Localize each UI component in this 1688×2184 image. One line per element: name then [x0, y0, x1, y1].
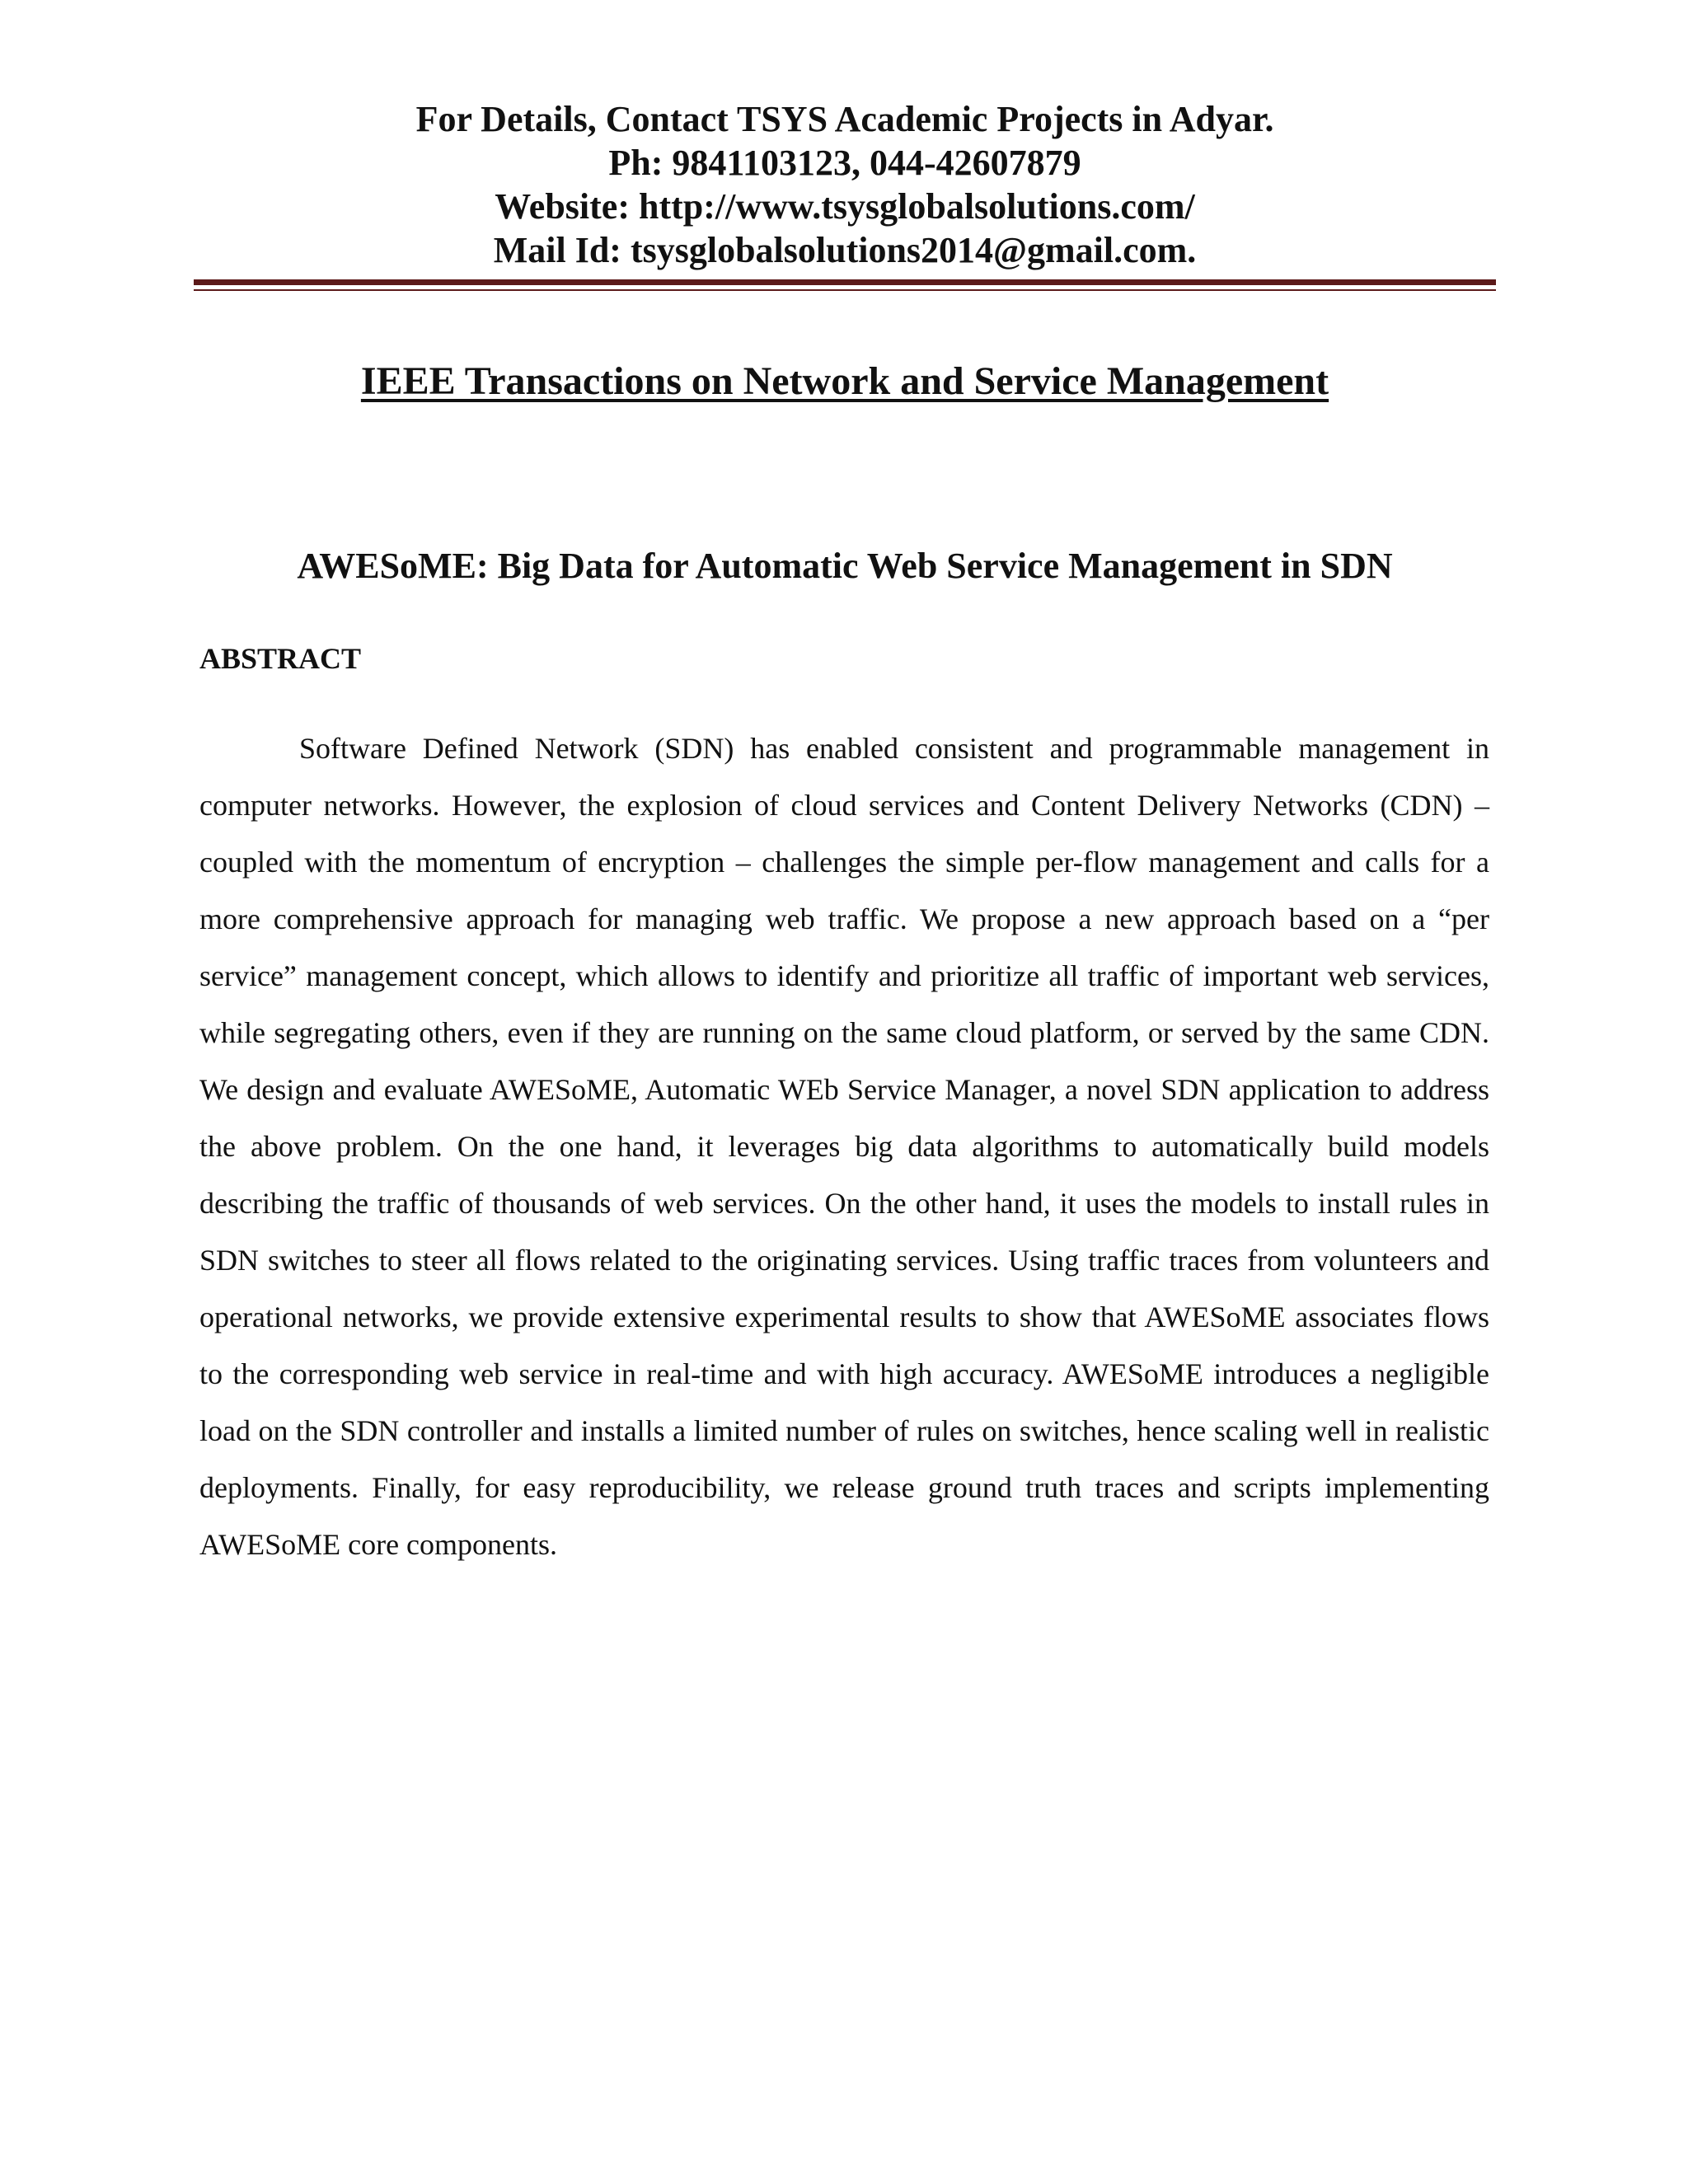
abstract-body: Software Defined Network (SDN) has enabled consistent and programmable management in computer networks. However, the explosion of cloud services and Content Delivery Networks (CDN) – coupled with the momentum of encryption – challenges the simple per-flow management and calls for a more comprehensive approach for managing web traffic. We propose a new approach based on a “per service” management concept, which allows to identify and prioritize all traffic of important web services, while segregating others, even if they are running on the same cloud platform, or served by the same CDN. We design and evaluate AWESoME, Automatic WEb Service Manager, a novel SDN application to address the above problem. On the one hand, it leverages big data algorithms to automatically build models describing the traffic of thousands of web services. On the other hand, it uses the models to install rules in SDN switches to steer all flows related to the originating services. Using traffic traces from volunteers and operational networks, we provide extensive experimental results to show that AWESoME associates flows to the corresponding web service in real-time and with high accuracy. AWESoME introduces a negligible load on the SDN controller and installs a limited number of rules on switches, hence scaling well in realistic deployments. Finally, for easy reproducibility, we release ground truth traces and scripts implementing AWESoME core components. [199, 732, 1489, 1561]
contact-header [194, 97, 1496, 272]
journal-title: IEEE Transactions on Network and Service Management [360, 359, 1329, 403]
phone-line: Ph: 9841103123, 044-42607879 [608, 143, 1081, 183]
contact-line: For Details, Contact TSYS Academic Projects in Adyar. [415, 99, 1274, 139]
abstract-heading: ABSTRACT [199, 642, 362, 675]
mail-line: Mail Id: tsysglobalsolutions2014@gmail.com. [493, 230, 1197, 270]
website-line: Website: http://www.tsysglobalsolutions.com/ [495, 186, 1195, 227]
paper-title: AWESoME: Big Data for Automatic Web Service Management in SDN [297, 546, 1393, 586]
header-divider-thick [194, 279, 1496, 285]
header-divider-thin [194, 289, 1496, 291]
